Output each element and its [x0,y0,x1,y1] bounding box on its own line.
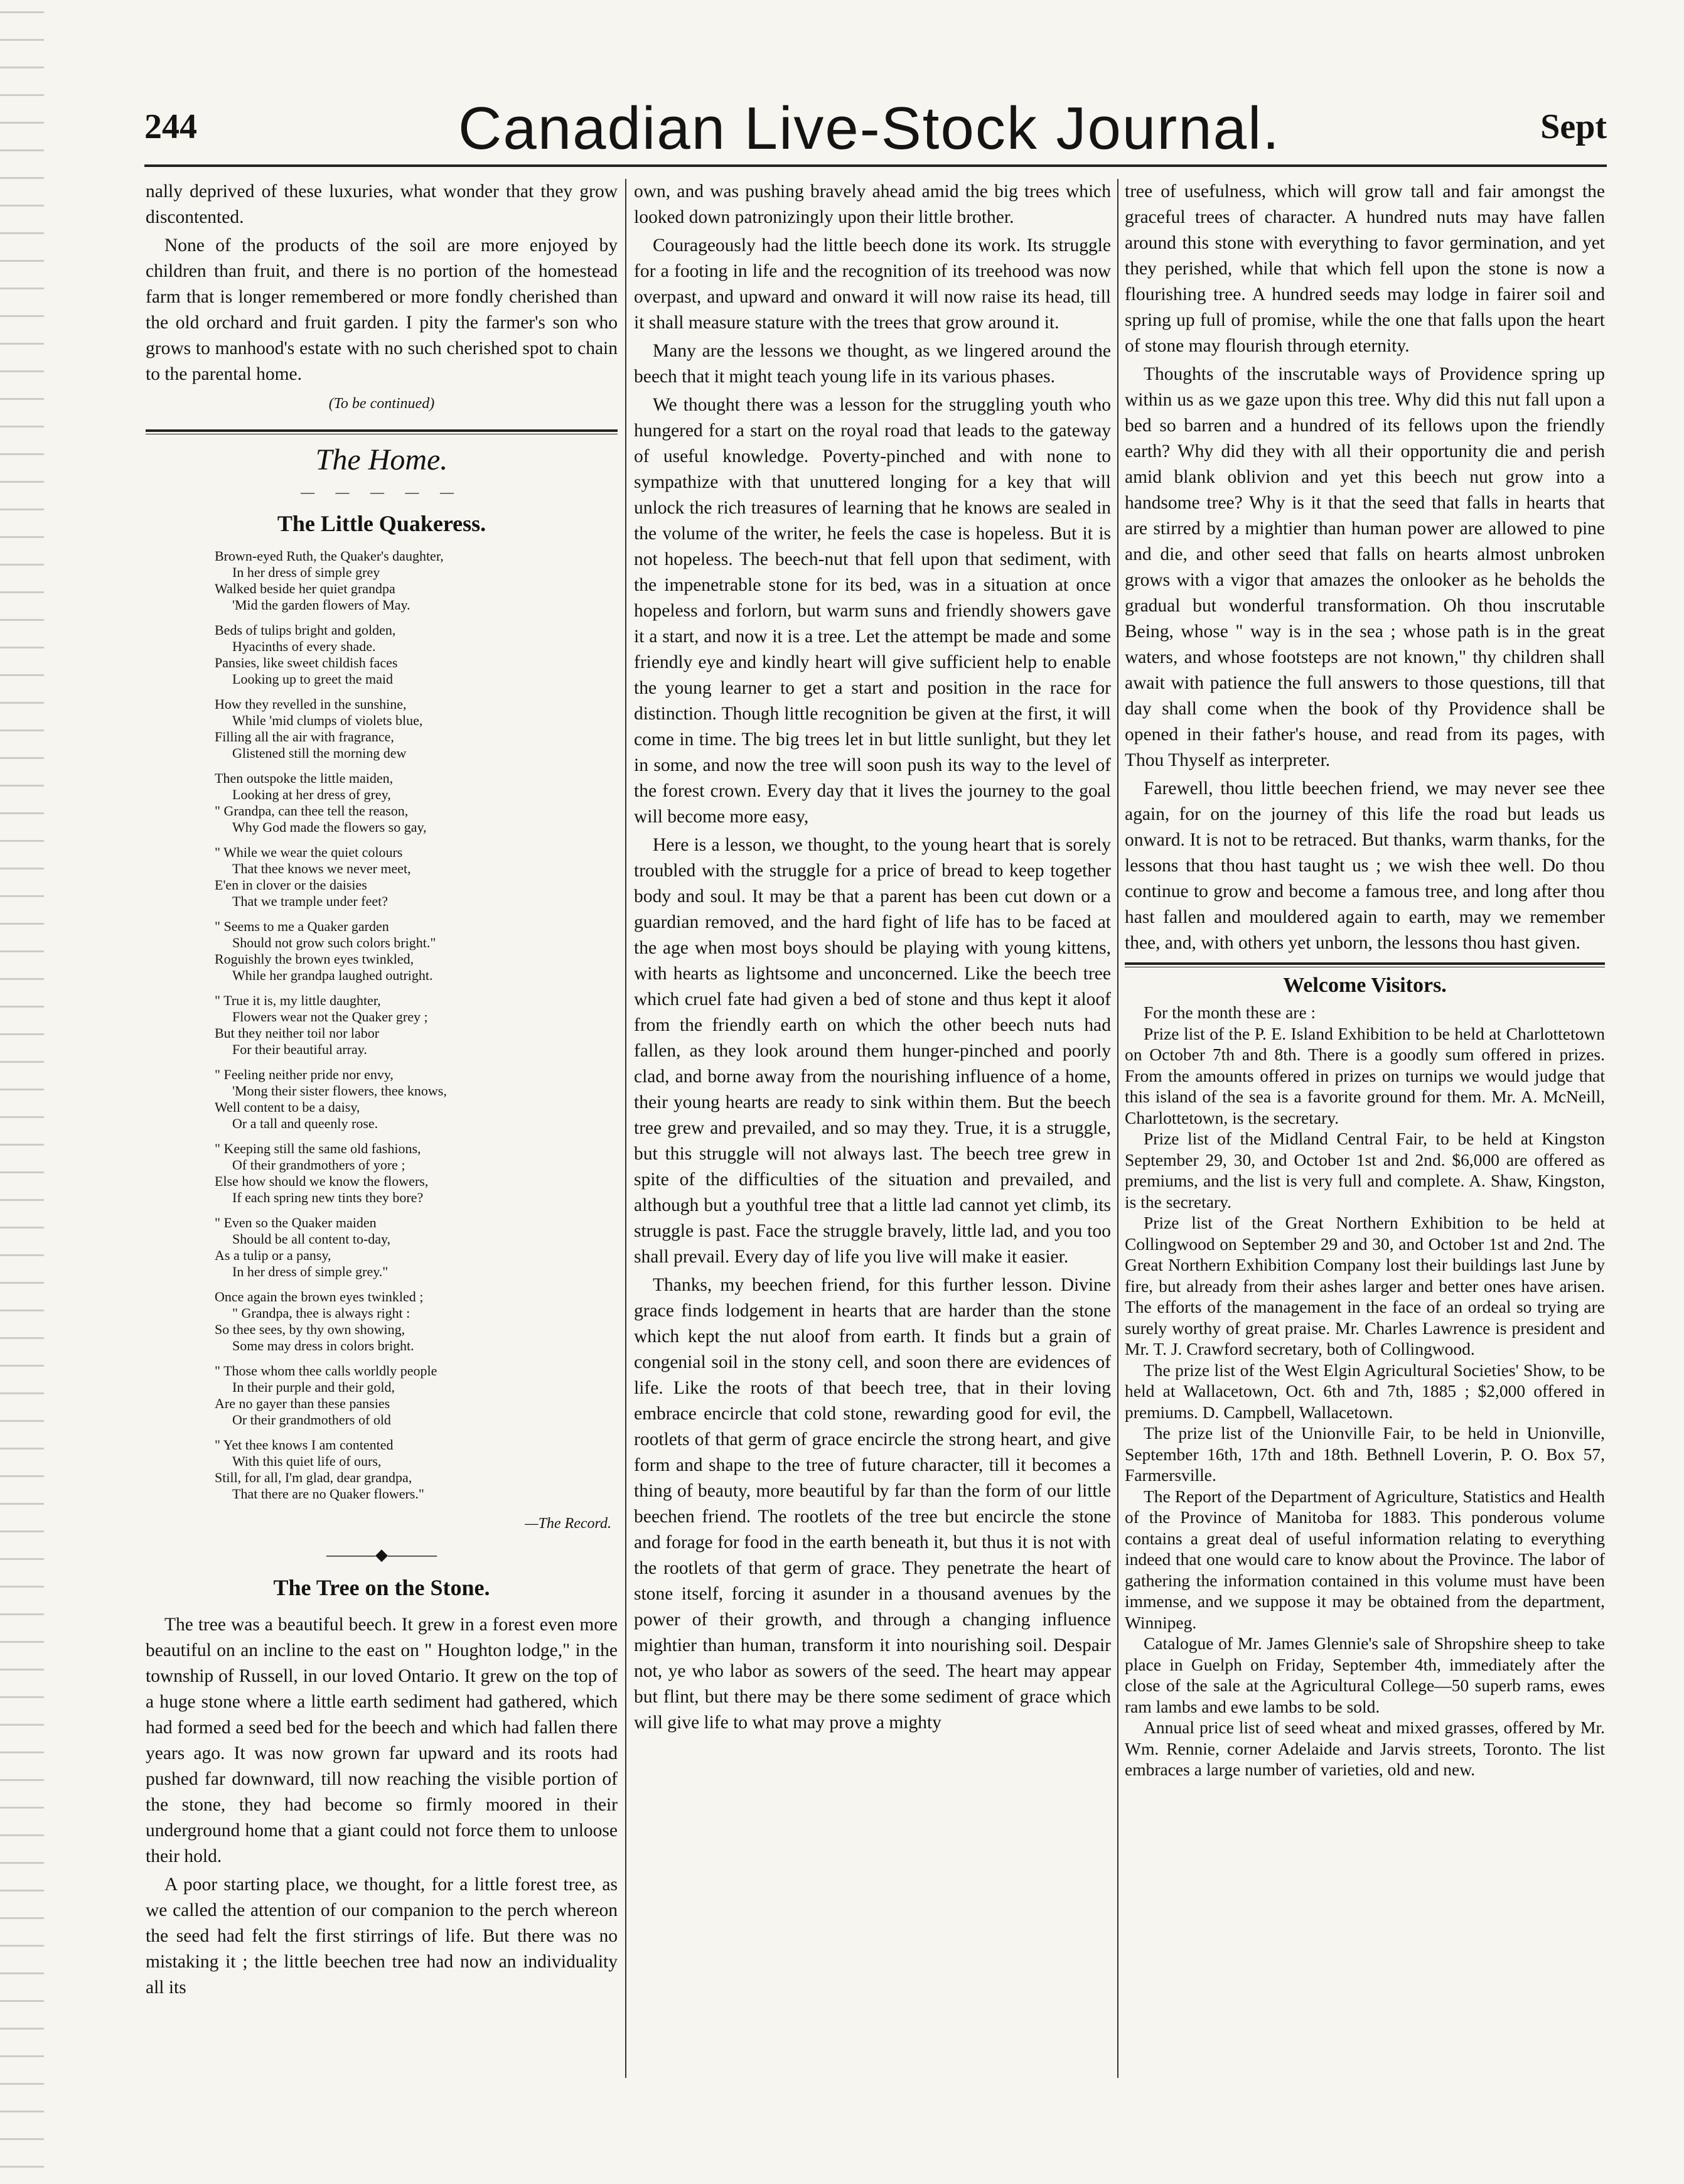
poem-line: Brown-eyed Ruth, the Quaker's daughter, [215,548,444,564]
poem-line: Are no gayer than these pansies [215,1396,390,1411]
paragraph: Here is a lesson, we thought, to the young heart that is sorely troubled with the struggle for a price of bread to keep together body and soul. It may be that a parent has been cut down or a guardian removed, and the hard fight of life has to be faced at the age when most boys should be playing with young kittens, with hearts as lightsome and unconcerned. Like the beech tree which cruel fate had given a bed of stone and thus kept it aloof from the friendly earth on which the other beech nuts had fallen, as they look around them hunger-pinched and poorly clad, and borne away from the nourishing influence of a home, their young hearts are ready to sink within them. But the beech tree grew and prevailed, and so may they. True, it is a struggle, but this struggle will not always last. The beech tree grew in spite of the difficulties of the situation and prevailed, and although but a youthful tree that a little lad cannot yet climb, its struggle is past. Face the struggle bravely, little lad, and you too shall prevail. Every day of life you live will make it easier. [634,835,1111,1267]
poem-line: That we trample under feet? [232,893,388,909]
poem-line: " True it is, my little daughter, [215,992,381,1008]
poem-stanza [146,696,618,761]
poem-stanza [146,622,618,687]
ornament-divider: ———◆——— [326,1546,437,1564]
poem-line: Or their grandmothers of old [232,1412,391,1428]
poem-line: Still, for all, I'm glad, dear grandpa, [215,1470,412,1485]
poem-line: Some may dress in colors bright. [232,1338,414,1353]
paragraph: tree of usefulness, which will grow tall and fair amongst the graceful trees of character. A hundred nuts may have fallen around this stone with everything to favor germination, and yet they perished, while that which fell upon the stone is now a flourishing tree. A hundred seeds may lodge in fairer soil and spring up full of promise, while the one that falls upon the heart of stone may flourish through eternity. [1125,181,1605,356]
poem-line: " Grandpa, thee is always right : [232,1305,410,1321]
paragraph: Thanks, my beechen friend, for this further lesson. Divine grace finds lodgement in hearts that are harder than the stone which kept the nut aloof from earth. It finds but a grain of congenial soil in the stony cell, and soon there are evidences of life. Like the roots of that beech tree, that in their loving embrace encircle that cold stone, rewarding good for evil, the rootlets of that germ of grace encircle the strong heart, and give form and shape to the tree of future character, till it becomes a thing of beauty, more beautiful by far than the form of our little beechen friend. The rootlets of the tree but encircle the stone and forage for food in the earth beneath it, but thus it is not with the rootlets of that germ of grace. They penetrate the heart of stone itself, forcing it asunder in a thousand avenues by the power of their growth, and through a changing influence mightier than human, transform it into nourishing soil. Despair not, ye who labor as sowers of the seed. The heart may appear but flint, but there may be there some sediment of grace which will give life to what may prove a mighty [634,1275,1111,1733]
section-divider [146,429,618,434]
poem-line: Once again the brown eyes twinkled ; [215,1289,424,1304]
poem-line: For their beautiful array. [232,1041,367,1057]
list-item: The prize list of the Unionville Fair, to be held in Unionville, September 16th, 17th and 18th. Bethnell Loverin, P. O. Box 57, Farmersville. [1125,1423,1605,1485]
poem-stanza [146,1215,618,1280]
poem-line: That thee knows we never meet, [232,861,411,876]
poem-line: " Those whom thee calls worldly people [215,1363,437,1379]
poem-line: Looking up to greet the maid [232,671,393,687]
poem-line: Should not grow such colors bright." [232,935,436,950]
welcome-visitors-list [1125,1002,1605,1780]
section-title: The Home. [315,443,448,476]
list-item: For the month these are : [1144,1003,1316,1022]
poem-line: In her dress of simple grey [232,564,380,580]
welcome-visitors-title: Welcome Visitors. [1283,974,1447,997]
poem-line: " Grandpa, can thee tell the reason, [215,803,409,819]
poem-line: Glistened still the morning dew [232,745,407,761]
paragraph: A poor starting place, we thought, for a little forest tree, as we called the attention of our companion to the perch whereon the seed had felt the first stirrings of life. But there was no mistaking it ; the little beechen tree had now an individuality all its [146,1875,618,1998]
poem-line: While 'mid clumps of violets blue, [232,713,423,728]
poem-line: Roguishly the brown eyes twinkled, [215,951,414,967]
poem-line: How they revelled in the sunshine, [215,696,407,712]
poem-line: 'Mid the garden flowers of May. [232,597,410,613]
list-item: Annual price list of seed wheat and mixed grasses, offered by Mr. Wm. Rennie, corner Adelaide and Jarvis streets, Toronto. The list embraces a large number of varieties, old and new. [1125,1718,1605,1779]
poem-line: Else how should we know the flowers, [215,1173,429,1189]
poem-line: Flowers wear not the Quaker grey ; [232,1009,428,1025]
column-rule [1117,179,1118,2078]
poem-line: Beds of tulips bright and golden, [215,622,396,638]
list-item: Prize list of the Great Northern Exhibition to be held at Collingwood on September 29 and 30, and October 1st and 2nd. The Great Northern Exhibition Company lost their buildings last June by fire, but already from their ashes larger and better ones have arisen. The efforts of the management in the face of an ordeal so trying are surely worthy of great praise. Mr. Charles Lawrence is president and Mr. T. J. Crawford secretary, both of Collingwood. [1125,1213,1605,1358]
poem-line: " Keeping still the same old fashions, [215,1141,421,1156]
poem-stanza [146,1289,618,1354]
poem-line: If each spring new tints they bore? [232,1190,424,1205]
poem-line: While her grandpa laughed outright. [232,967,433,983]
poem-stanza [146,1363,618,1428]
poem-line: " Even so the Quaker maiden [215,1215,377,1230]
paragraph: Thoughts of the inscrutable ways of Providence spring up within us as we gaze upon this tree. Why did this nut fall upon a bed so barren and a hundred of its fellows upon the friendly earth? Why did they with all their opportunity die and perish amid blank oblivion and yet this beech nut grow into a handsome tree? Why is it that the seed that falls in hearts that are stirred by a mightier than human power are allowed to pine and die, and other seed that falls on hearts almost unbroken grows with a vigor that amazes the onlooker as he beholds the gradual but wonderful transformation. Oh thou inscrutable Being, whose " way is in the sea ; whose path is in the great waters, and whose footsteps are not known," thy children shall await with patience the full answers to those questions, till that day shall come when the book of thy Providence shall be opened in their father's house, and read from its pages, with Thou Thyself as interpreter. [1125,364,1605,770]
poem-line: Of their grandmothers of yore ; [232,1157,405,1173]
poem-line: Or a tall and queenly rose. [232,1116,378,1131]
masthead-rule [144,164,1607,167]
poem-line: In their purple and their gold, [232,1379,395,1395]
poem-stanza [146,1437,618,1502]
poem-line: E'en in clover or the daisies [215,877,367,893]
poem-line: So thee sees, by thy own showing, [215,1321,405,1337]
column-rule [625,179,626,2078]
list-item: The prize list of the West Elgin Agricultural Societies' Show, to be held at Wallacetown, Oct. 6th and 7th, 1885 ; $2,000 offered in premiums. D. Campbell, Wallacetown. [1125,1360,1605,1422]
poem-line: 'Mong their sister flowers, thee knows, [232,1083,447,1099]
poem-line: Should be all content to-day, [232,1231,391,1247]
page-number: 244 [144,107,197,146]
section-divider [1125,962,1605,967]
poem-stanza [146,918,618,984]
article-title: The Tree on the Stone. [273,1575,490,1600]
continued-note: (To be continued) [328,395,435,412]
list-item: Catalogue of Mr. James Glennie's sale of Shropshire sheep to take place in Guelph on Friday, September 4th, immediately after the close of the sale at the Agricultural College—50 superb rams, ewes ram lambs and ewe lambs to be sold. [1125,1633,1605,1716]
paragraph: Farewell, thou little beechen friend, we may never see thee again, for on the journey of this life the road but leads us onward. It is not to be retraced. But thanks, warm thanks, for the lessons that thou hast taught us ; we wish thee well. Do thou continue to grow and become a famous tree, and long after thou hast fallen and mouldered again to earth, may we remember thee, and, with others yet unborn, the lessons thou hast given. [1125,778,1605,953]
paragraph: We thought there was a lesson for the struggling youth who hungered for a start on the royal road that leads to the gateway of useful knowledge. Poverty-pinched and with none to sympathize with that unuttered longing for a key that will unlock the rich treasures of learning that he knows are sealed in the volume of the writer, he feels the case is hopeless. But it is not hopeless. The beech-nut that fell upon that sediment, with the impenetrable stone for its bed, was in a situation at once hopeless and forlorn, but warm suns and friendly showers gave it a start, and now it is a tree. Let the attempt be made and some friendly eye and kindly heart will give sufficient help to enable the young learner to get a start and position in the race for distinction. Though little recognition be given at the first, it will come in time. The big trees let in but little sunlight, but they let in some, and now the tree will soon push its way to the level of the forest crown. Every day that it lives the journey to the goal will become more easy, [634,395,1111,827]
poem-stanza [146,1141,618,1206]
list-item: Prize list of the Midland Central Fair, to be held at Kingston September 29, 30, and October 1st and 2nd. $6,000 are offered as premiums, and the list is very full and complete. A. Shaw, Kingston, is the secretary. [1125,1129,1605,1212]
column-1 [146,179,618,2003]
paragraph: Many are the lessons we thought, as we lingered around the beech that it might teach young life in its various phases. [634,341,1111,387]
poem-line: Walked beside her quiet grandpa [215,581,395,596]
poem-stanza [146,548,618,613]
paragraph: None of the products of the soil are more enjoyed by children than fruit, and there is no portion of the homestead farm that is longer remembered or more fondly cherished than the old orchard and fruit garden. I pity the farmer's son who grows to manhood's estate with no such cherished spot to chain to the parental home. [146,235,618,384]
poem-line: Looking at her dress of grey, [232,787,391,802]
issue-month: Sept [1540,107,1607,146]
poem-title: The Little Quakeress. [277,511,486,536]
poem-stanza [146,770,618,836]
poem-stanza [146,1067,618,1132]
paragraph: The tree was a beautiful beech. It grew in a forest even more beautiful on an incline to the east on " Houghton lodge," in the township of Russell, in our loved Ontario. It grew on the top of a huge stone where a little earth sediment had gathered, which had formed a seed bed for the beech and which had fallen there years ago. It was now grown far upward and its roots had pushed far downward, till now reaching the visible portion of the stone, they had become so firmly moored in their underground home that a giant could not force them to unloose their hold. [146,1615,618,1866]
section-title-dashes: — — — — — [301,484,463,500]
poem-line: " Yet thee knows I am contented [215,1437,394,1453]
poem [146,548,618,1502]
masthead [144,94,1607,163]
poem-line: Hyacinths of every shade. [232,638,376,654]
poem-line: " Feeling neither pride nor envy, [215,1067,394,1082]
poem-line: With this quiet life of ours, [232,1453,382,1469]
poem-stanza [146,992,618,1058]
poem-line: Filling all the air with fragrance, [215,729,394,745]
list-item: The Report of the Department of Agriculture, Statistics and Health of the Province of Manitoba for 1883. This ponderous volume contains a great deal of useful information relating to everything indeed that one would care to know about the Province. The labor of gathering the information contained in this volume must have been immense, and we suppose it may be obtained from the department, Winnipeg. [1125,1486,1605,1632]
poem-line: Then outspoke the little maiden, [215,770,394,786]
poem-line: Pansies, like sweet childish faces [215,655,398,670]
column-2 [634,179,1111,1738]
paragraph: nally deprived of these luxuries, what wonder that they grow discontented. [146,181,618,227]
column-3 [1125,179,1605,1780]
list-item: Prize list of the P. E. Island Exhibition to be held at Charlottetown on October 7th and 8th. There is a goodly sum offered in prizes. From the amounts offered in prizes on turnips we would judge that this island of the sea is a favorite ground for them. Mr. A. McNeill, Charlottetown, is the secretary. [1125,1023,1605,1127]
poem-line: " Seems to me a Quaker garden [215,918,389,934]
poem-line: Well content to be a daisy, [215,1099,360,1115]
paragraph: own, and was pushing bravely ahead amid the big trees which looked down patronizingly upon their little brother. [634,181,1111,227]
scan-edge-marks [0,0,44,2184]
poem-line: " While we wear the quiet colours [215,844,403,860]
poem-line: As a tulip or a pansy, [215,1247,331,1263]
poem-stanza [146,844,618,910]
poem-line: That there are no Quaker flowers." [232,1486,424,1502]
paragraph: Courageously had the little beech done its work. Its struggle for a footing in life and the recognition of its treehood was now overpast, and upward and onward it will now raise its head, till it shall measure stature with the trees that grow around it. [634,235,1111,333]
poem-line: In her dress of simple grey." [232,1264,389,1279]
poem-attribution: —The Record. [525,1515,611,1532]
poem-line: But they neither toil nor labor [215,1025,380,1041]
poem-line: Why God made the flowers so gay, [232,819,427,835]
journal-title: Canadian Live-Stock Journal. [458,95,1281,162]
